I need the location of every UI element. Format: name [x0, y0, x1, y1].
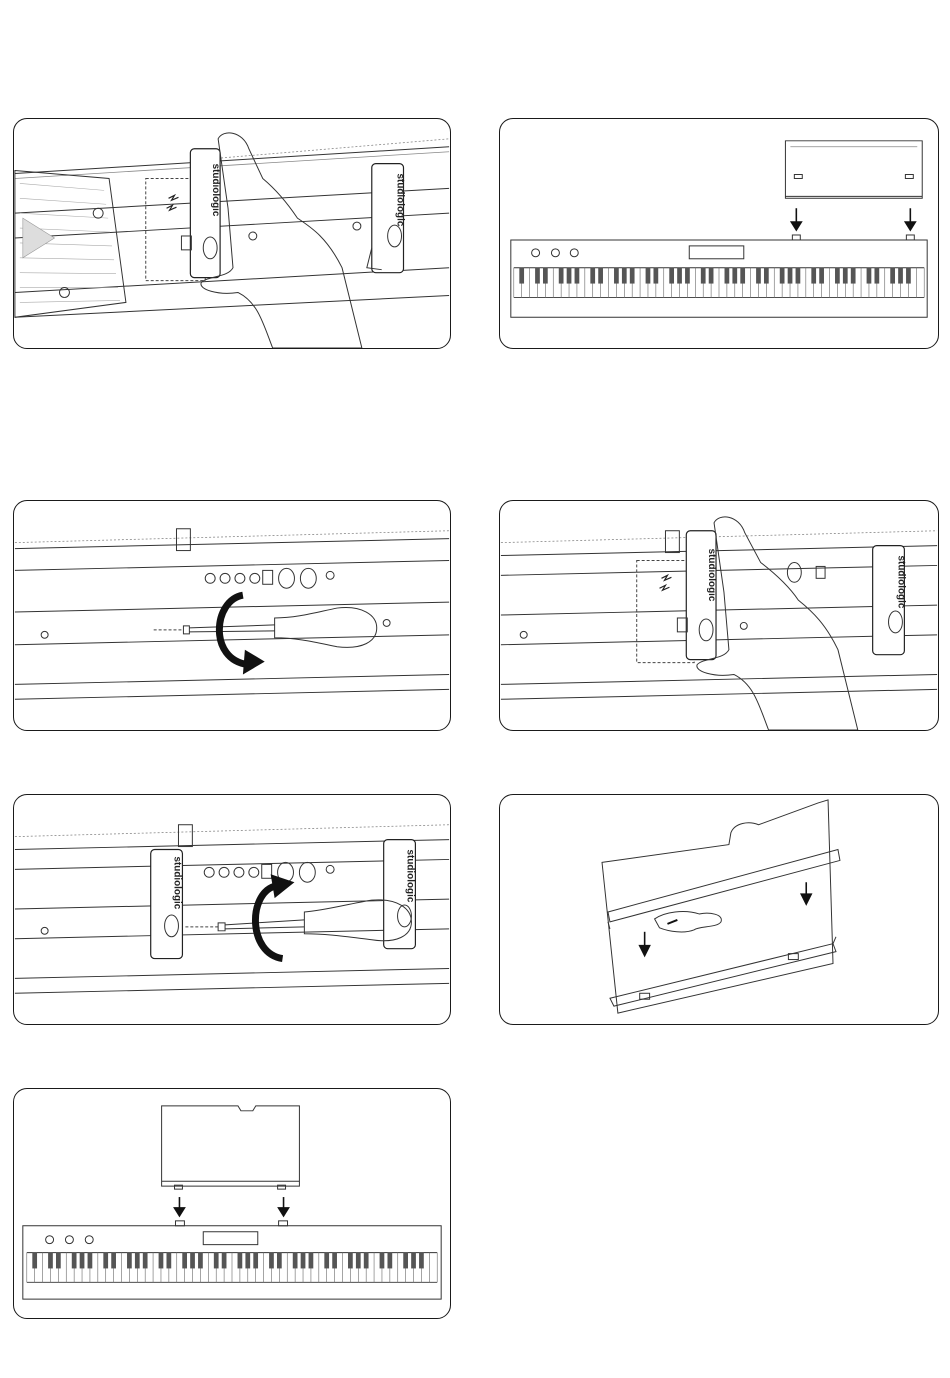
bracket-brand-label: studiologic: [171, 856, 183, 910]
bracket-brand-label: studiologic: [404, 849, 416, 903]
step-3-panel: [13, 500, 451, 731]
step-6-illustration: [500, 795, 938, 1024]
step-7-illustration: [14, 1089, 450, 1318]
bracket-brand-label: studiologic: [706, 548, 718, 602]
speaker-grille: [15, 171, 126, 318]
click-marks: [167, 195, 179, 210]
step-2-panel: [499, 118, 939, 349]
hand: [655, 911, 722, 931]
rear-jacks: [205, 568, 334, 588]
bracket-brand-label: studiologic: [895, 555, 907, 609]
left-bracket: [151, 850, 183, 959]
insert-arrows: [175, 1197, 289, 1216]
insert-arrows: [791, 208, 915, 230]
music-stand: [785, 141, 922, 198]
step-3-illustration: [14, 501, 450, 730]
step-4-illustration: [500, 501, 938, 730]
digital-piano: [511, 240, 927, 317]
step-5-illustration: [14, 795, 450, 1024]
music-stand-perspective: [602, 800, 840, 1013]
step-4-panel: [499, 500, 939, 731]
right-bracket: [384, 840, 416, 949]
right-bracket: [873, 546, 907, 655]
right-bracket: [367, 164, 406, 273]
digital-piano: [23, 1226, 441, 1299]
bracket-brand-label: studiologic: [210, 163, 222, 217]
rotate-arrow: [255, 874, 294, 958]
fold-arrows: [640, 882, 812, 955]
step-5-panel: [13, 794, 451, 1025]
step-7-panel: [13, 1088, 451, 1319]
step-1-panel: [13, 118, 451, 349]
step-2-illustration: [500, 119, 938, 348]
screwdriver: [154, 608, 377, 648]
music-stand: [162, 1106, 300, 1189]
step-6-panel: [499, 794, 939, 1025]
screwdriver: [185, 900, 411, 941]
bracket-brand-label: studiologic: [394, 173, 406, 227]
step-1-illustration: [14, 119, 450, 348]
